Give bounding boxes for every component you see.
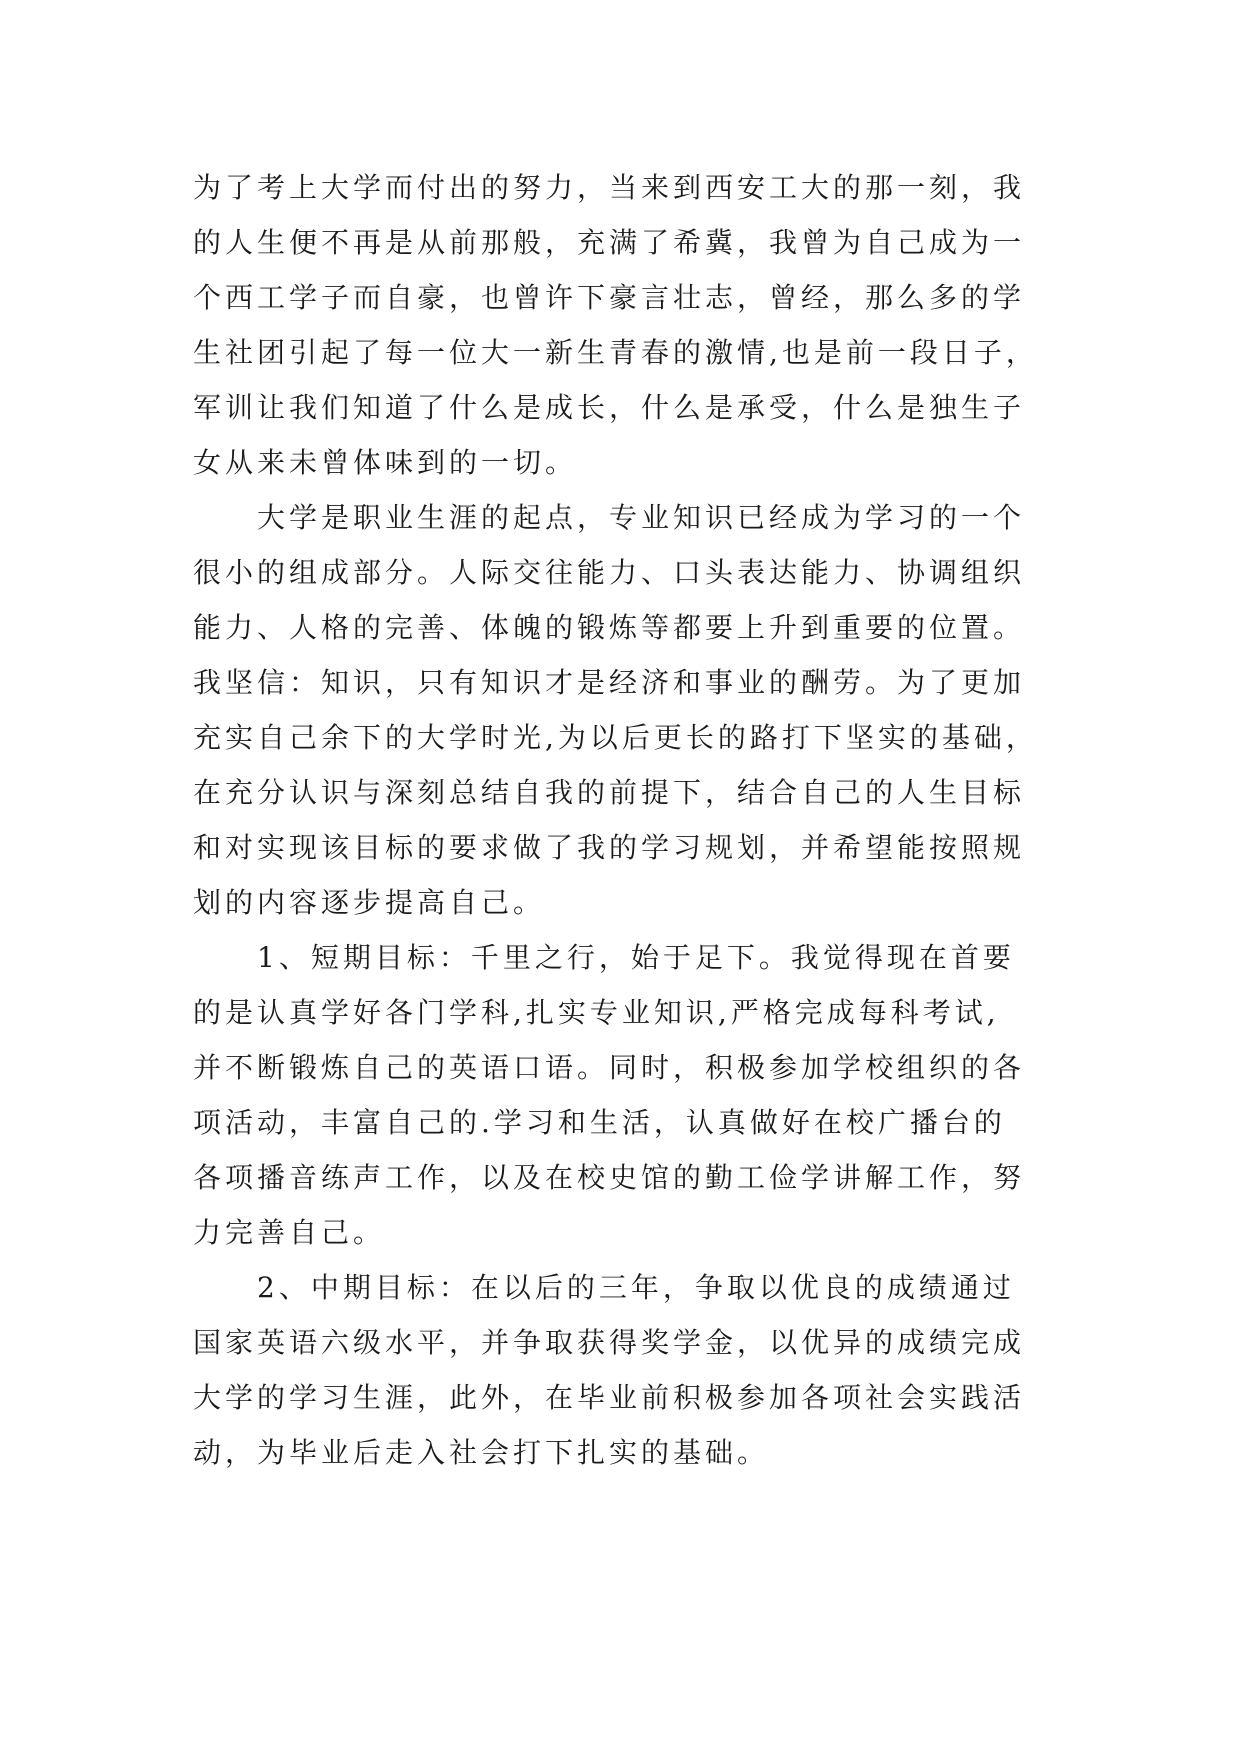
- text-line: 能力、人格的完善、体魄的锻炼等都要上升到重要的位置。: [193, 611, 1026, 644]
- text-line: 在充分认识与深刻总结自我的前提下，结合自己的人生目标: [193, 776, 1026, 809]
- text-line: 的是认真学好各门学科,扎实专业知识,严格完成每科考试,: [193, 996, 1000, 1029]
- text-line: 划的内容逐步提高自己。: [193, 886, 546, 919]
- paragraph-short-term-goal: [193, 930, 1073, 1260]
- text-line: 项活动，丰富自己的.学习和生活，认真做好在校广播台的: [193, 1106, 1006, 1139]
- paragraph-career-start: [193, 490, 1073, 930]
- text-line: 和对实现该目标的要求做了我的学习规划，并希望能按照规: [193, 831, 1026, 864]
- text-line: 生社团引起了每一位大一新生青春的激情,也是前一段日子，: [193, 336, 1038, 369]
- text-line: 的人生便不再是从前那般，充满了希冀，我曾为自己成为一: [193, 226, 1026, 259]
- text-line: 为了考上大学而付出的努力，当来到西安工大的那一刻，我: [193, 171, 1026, 204]
- text-line: 个西工学子而自豪，也曾许下豪言壮志，曾经，那么多的学: [193, 281, 1026, 314]
- text-line: 2、中期目标：在以后的三年，争取以优良的成绩通过: [257, 1271, 1015, 1304]
- document-body: [193, 160, 1073, 1480]
- text-line: 并不断锻炼自己的英语口语。同时，积极参加学校组织的各: [193, 1051, 1026, 1084]
- text-line: 大学的学习生涯，此外，在毕业前积极参加各项社会实践活: [193, 1381, 1026, 1414]
- text-line: 1、短期目标：千里之行，始于足下。我觉得现在首要: [257, 941, 1015, 974]
- text-line: 各项播音练声工作，以及在校史馆的勤工俭学讲解工作，努: [193, 1161, 1026, 1194]
- text-line: 很小的组成部分。人际交往能力、口头表达能力、协调组织: [193, 556, 1026, 589]
- text-line: 女从来未曾体味到的一切。: [193, 446, 578, 479]
- text-line: 我坚信：知识，只有知识才是经济和事业的酬劳。为了更加: [193, 666, 1026, 699]
- text-line: 大学是职业生涯的起点，专业知识已经成为学习的一个: [257, 501, 1026, 534]
- text-line: 动，为毕业后走入社会打下扎实的基础。: [193, 1436, 770, 1469]
- text-line: 充实自己余下的大学时光,为以后更长的路打下坚实的基础，: [193, 721, 1038, 754]
- text-line: 国家英语六级水平，并争取获得奖学金，以优异的成绩完成: [193, 1326, 1026, 1359]
- text-line: 力完善自己。: [193, 1216, 386, 1249]
- paragraph-mid-term-goal: [193, 1260, 1073, 1480]
- paragraph-continuation: [193, 160, 1073, 490]
- text-line: 军训让我们知道了什么是成长，什么是承受，什么是独生子: [193, 391, 1026, 424]
